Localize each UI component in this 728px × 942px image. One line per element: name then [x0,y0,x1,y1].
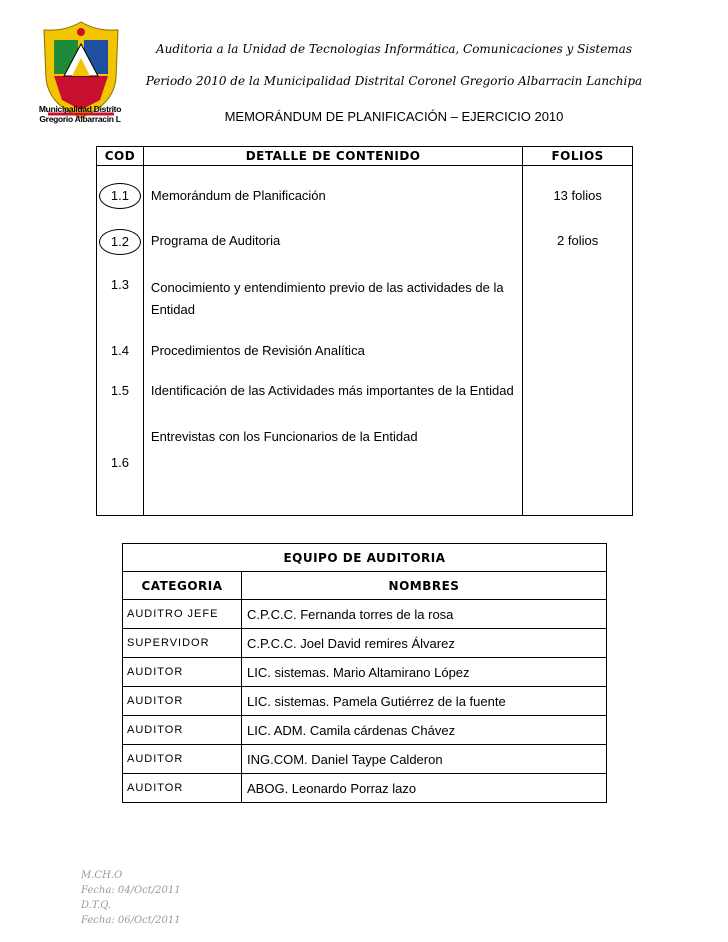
team-name: ING.COM. Daniel Taype Calderon [242,745,607,774]
row-detail: Procedimientos de Revisión Analítica [150,343,365,358]
footer-line-3: D.T.Q. [81,900,112,911]
row-detail-line2: Entidad [150,302,195,317]
table-row [97,343,633,383]
logo-caption-line1: Municipalidad Distrito [38,104,122,114]
team-category: AUDITRO JEFE [123,600,242,629]
row-folios: 2 folios [523,229,633,273]
row-detail-line1: Conocimiento y entendimiento previo de las actividades de la [150,280,504,295]
team-name: ABOG. Leonardo Porraz lazo [242,774,607,803]
team-name: LIC. sistemas. Mario Altamirano López [242,658,607,687]
team-category: AUDITOR [123,687,242,716]
table-row [97,383,633,429]
table-row [123,716,607,745]
logo-caption-line2: Gregorio Albarracin L [39,114,121,124]
row-code: 1.5 [97,383,144,429]
row-detail [143,273,522,343]
content-table-header [97,147,633,166]
table-row [123,658,607,687]
table-row [97,429,633,516]
row-detail: Memorándum de Planificación [150,188,326,203]
col-header-folios: FOLIOS [523,147,633,166]
row-code: 1.4 [97,343,144,383]
team-category: AUDITOR [123,658,242,687]
row-code: 1.6 [97,429,144,516]
team-category: AUDITOR [123,716,242,745]
team-category: AUDITOR [123,745,242,774]
row-code: 1.1 [99,183,141,209]
table-row [123,629,607,658]
table-row [123,774,607,803]
team-name: LIC. sistemas. Pamela Gutiérrez de la fuente [242,687,607,716]
row-folios: 13 folios [523,166,633,230]
team-category: SUPERVIDOR [123,629,242,658]
footer-notes [81,868,181,928]
table-row [123,687,607,716]
row-detail: Identificación de las Actividades más importantes de la Entidad [150,383,514,398]
table-row [123,600,607,629]
header-line-1: Auditoria a la Unidad de Tecnologias Informática, Comunicaciones y Sistemas [156,42,632,56]
footer-line-2: Fecha: 04/Oct/2011 [81,885,181,896]
team-name: LIC. ADM. Camila cárdenas Chávez [242,716,607,745]
row-code: 1.2 [99,229,141,255]
team-name: C.P.C.C. Fernanda torres de la rosa [242,600,607,629]
team-table-title: EQUIPO DE AUDITORIA [123,544,607,572]
col-header-detalle: DETALLE DE CONTENIDO [143,147,522,166]
col-header-cod: COD [97,147,144,166]
table-row [97,273,633,343]
row-code: 1.3 [97,273,144,343]
header-line-2: Periodo 2010 de la Municipalidad Distrital Coronel Gregorio Albarracin Lanchipa [145,74,643,88]
row-detail: Programa de Auditoria [150,233,281,248]
footer-line-4: Fecha: 06/Oct/2011 [81,915,181,926]
table-row [123,745,607,774]
audit-team-table [122,543,607,803]
footer-line-1: M.CH.O [81,870,123,881]
team-table-title-row [123,544,607,572]
row-folios [523,273,633,343]
document-title: MEMORÁNDUM DE PLANIFICACIÓN – EJERCICIO 2010 [224,109,564,124]
team-name: C.P.C.C. Joel David remires Álvarez [242,629,607,658]
row-folios [523,429,633,516]
team-table-header [123,572,607,600]
content-table [96,146,633,516]
row-folios [523,343,633,383]
team-category: AUDITOR [123,774,242,803]
col-header-categoria: CATEGORIA [123,572,242,600]
row-detail: Entrevistas con los Funcionarios de la Entidad [143,429,522,516]
col-header-nombres: NOMBRES [242,572,607,600]
row-folios [523,383,633,429]
table-row [97,229,633,273]
table-row [97,166,633,230]
